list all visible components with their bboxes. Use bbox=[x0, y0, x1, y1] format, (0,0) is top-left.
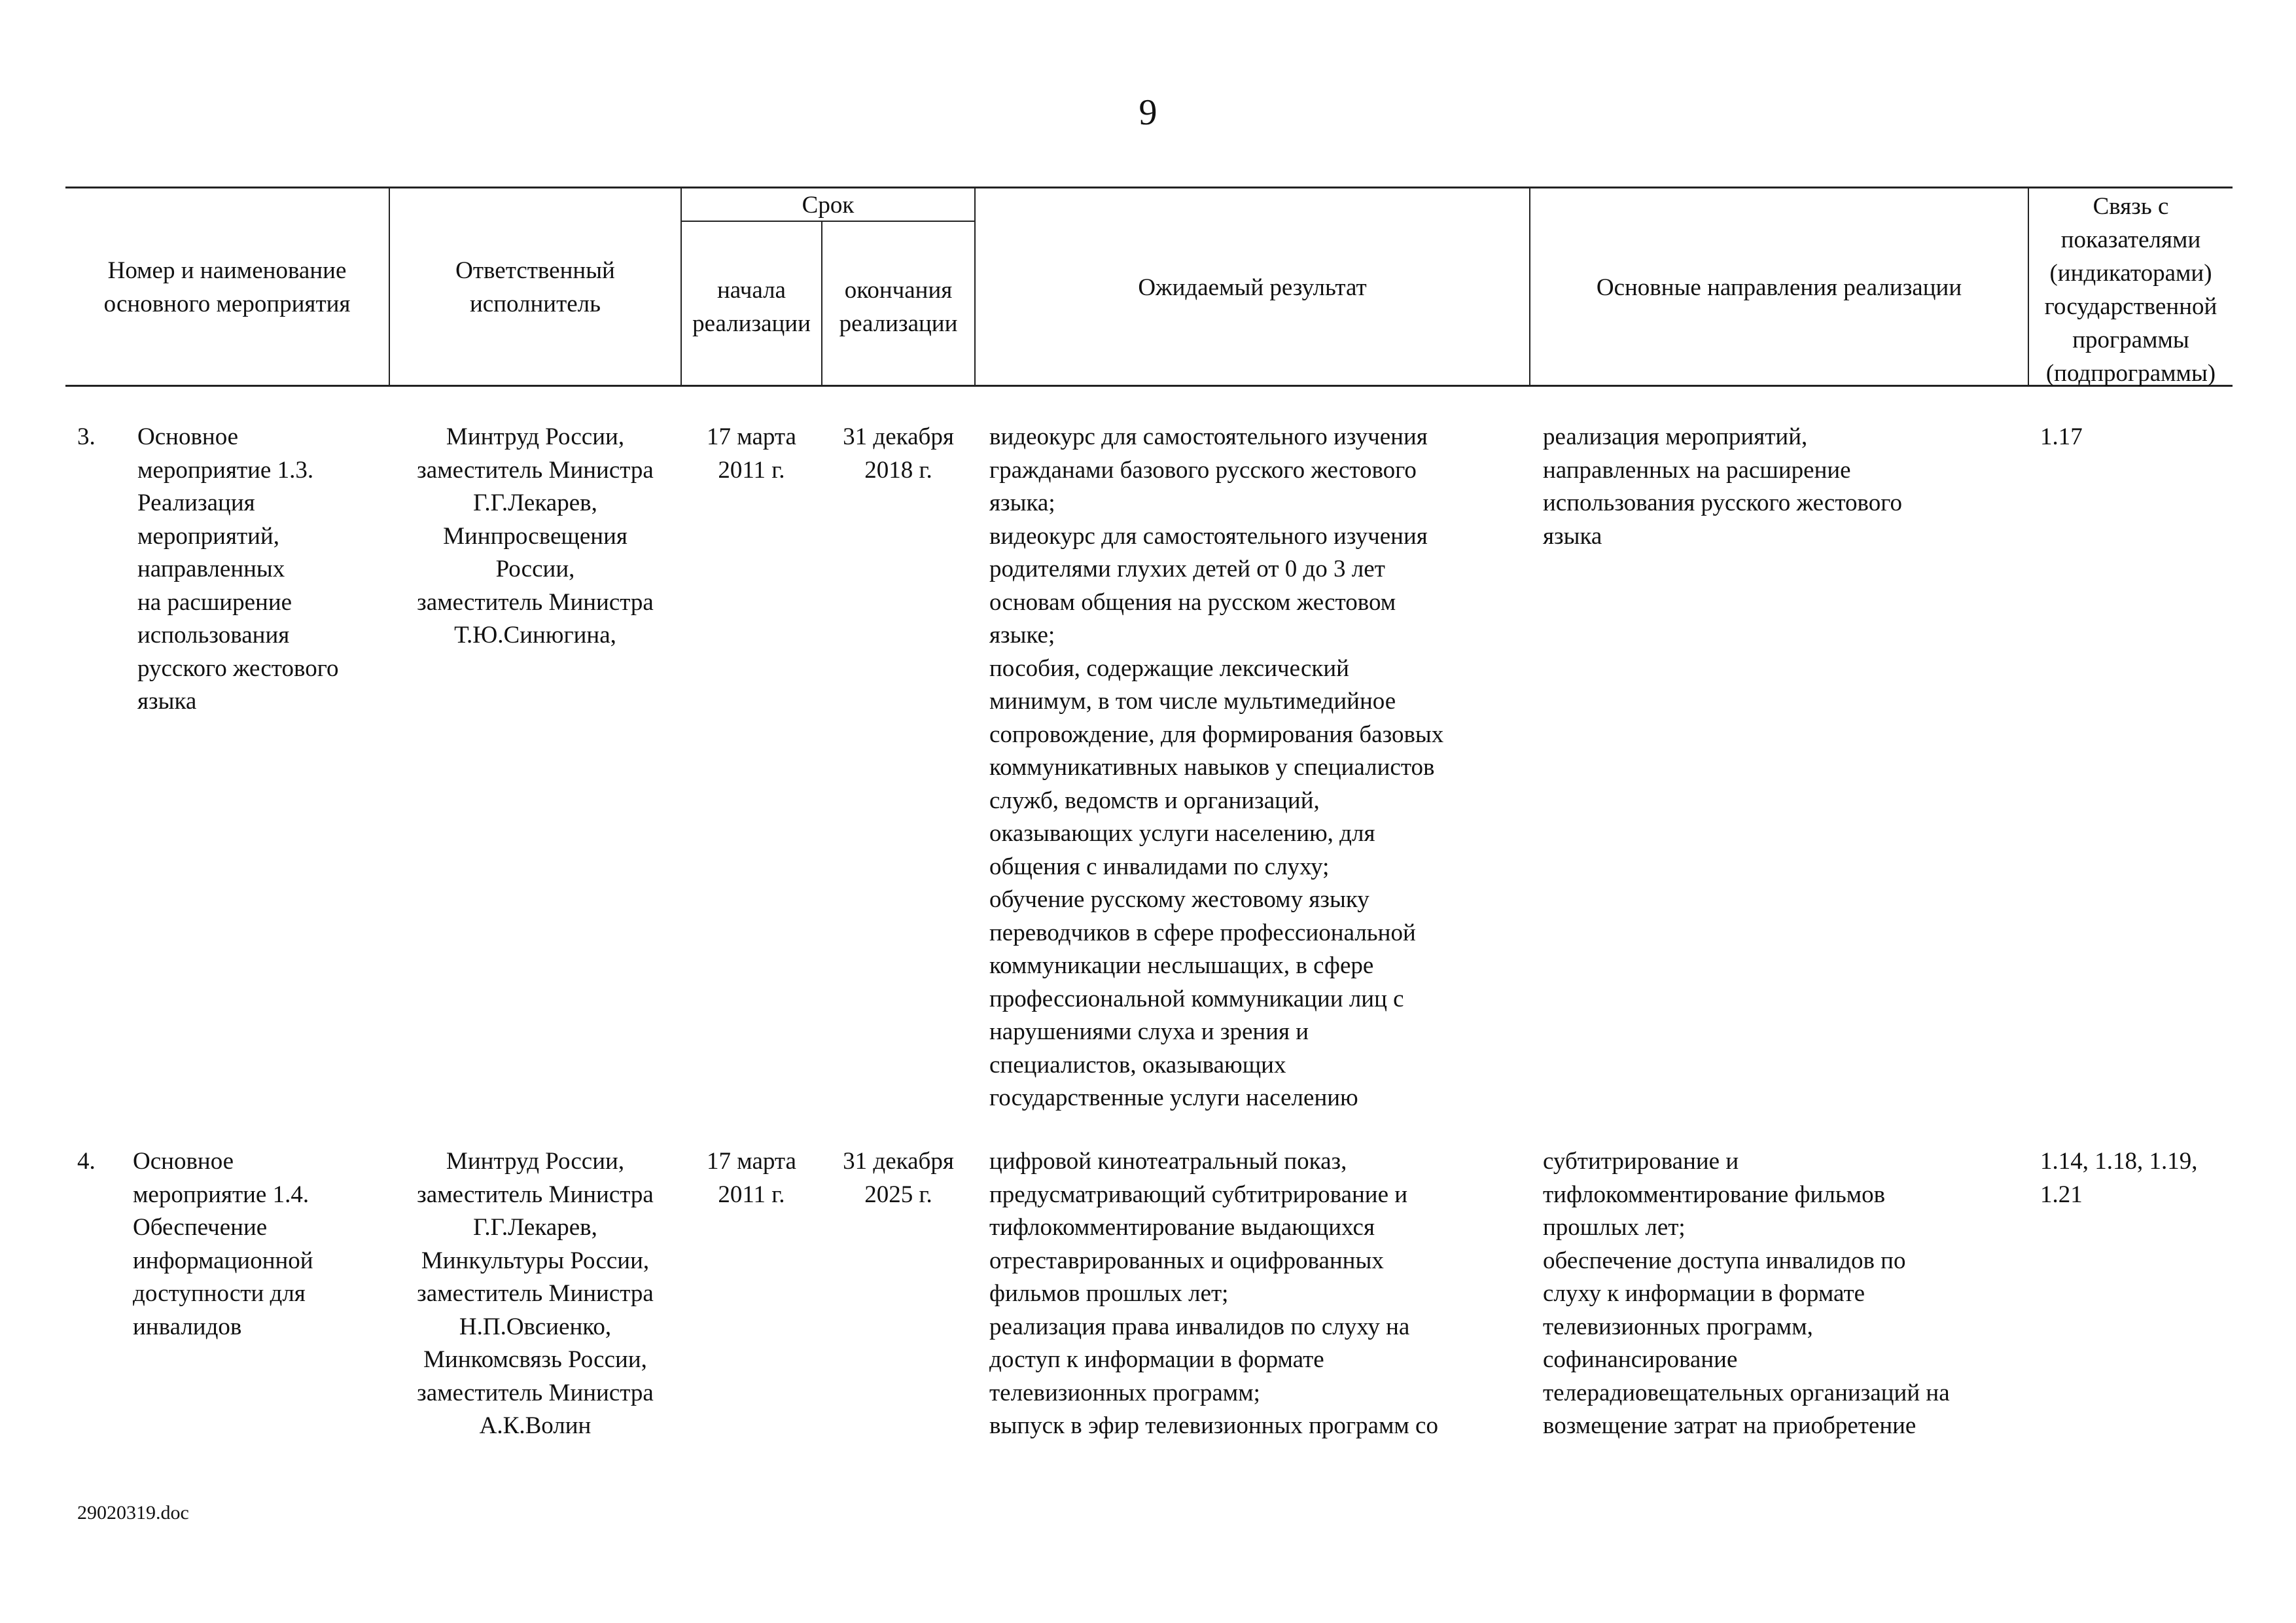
row-4-name: Основное мероприятие 1.4. Обеспечение информационной доступности для инвалидов bbox=[133, 1148, 313, 1340]
row-3-directions: реализация мероприятий, направленных на расширение использования русского жестового языка bbox=[1543, 423, 1903, 550]
header-name: Номер и наименование основного мероприятия bbox=[103, 257, 351, 317]
table-header-bottom-border bbox=[65, 385, 2233, 387]
header-executor: Ответственный исполнитель bbox=[455, 257, 615, 317]
row-4-executor: Минтруд России, заместитель Министра Г.Г.Лекарев, Минкультуры России, заместитель Министра Н.П.Овсиенко, Минкомсвязь России, заместитель Министра А.К.Волин bbox=[417, 1148, 654, 1439]
header-term: Срок bbox=[802, 192, 855, 219]
row-4-directions: субтитрирование и тифлокомментирование фильмов прошлых лет; обеспечение доступа инвалидов по слуху к информации в формате телевизионных программ, софинансирование телерадиовещательных организаций на возмещение затрат на приобретение bbox=[1543, 1148, 1950, 1439]
header-directions: Основные направления реализации bbox=[1596, 274, 1962, 301]
row-4-end: 31 декабря 2025 г. bbox=[843, 1148, 954, 1208]
row-3-name: Основное мероприятие 1.3. Реализация мероприятий, направленных на расширение использования русского жестового языка bbox=[137, 423, 339, 715]
row-3-end: 31 декабря 2018 г. bbox=[843, 423, 954, 484]
page-number: 9 bbox=[1139, 92, 1157, 133]
header-result: Ожидаемый результат bbox=[1138, 274, 1367, 301]
row-3-link: 1.17 bbox=[2040, 423, 2083, 450]
row-4-number: 4. bbox=[77, 1148, 96, 1175]
document-filename: 29020319.doc bbox=[77, 1502, 189, 1524]
row-3-number: 3. bbox=[77, 423, 96, 450]
row-3-start: 17 марта 2011 г. bbox=[707, 423, 796, 484]
row-4-start: 17 марта 2011 г. bbox=[707, 1148, 796, 1208]
row-3-executor: Минтруд России, заместитель Министра Г.Г.Лекарев, Минпросвещения России, заместитель Министра Т.Ю.Синюгина, bbox=[417, 423, 654, 649]
row-4-link: 1.14, 1.18, 1.19, 1.21 bbox=[2040, 1148, 2198, 1208]
table-top-border bbox=[65, 187, 2233, 188]
header-start: начала реализации bbox=[692, 277, 811, 337]
header-end: окончания реализации bbox=[839, 277, 958, 337]
header-link: Связь с показателями (индикаторами) государственной программы (подпрограммы) bbox=[2044, 193, 2217, 387]
row-3-result: видеокурс для самостоятельного изучения гражданами базового русского жестового языка; видеокурс для самостоятельного изучения родителями глухих детей от 0 до 3 лет основам общения на русском жестовом языке; пособия, содержащие лексический минимум, в том числе мультимедийное сопровождение, для формирования базовых коммуникативных навыков у специалистов служб, ведомств и организаций, оказывающих услуги населению, для общения с инвалидами по слуху; обучение русскому жестовому языку переводчиков в сфере профессиональной коммуникации неслышащих, в сфере профессиональной коммуникации лиц с нарушениями слуха и зрения и специалистов, оказывающих государственные услуги населению bbox=[989, 423, 1444, 1111]
row-4-result: цифровой кинотеатральный показ, предусматривающий субтитрирование и тифлокомментирование выдающихся отреставрированных и оцифрованных фильмов прошлых лет; реализация права инвалидов по слуху на доступ к информации в формате телевизионных программ; выпуск в эфир телевизионных программ со bbox=[989, 1148, 1438, 1439]
